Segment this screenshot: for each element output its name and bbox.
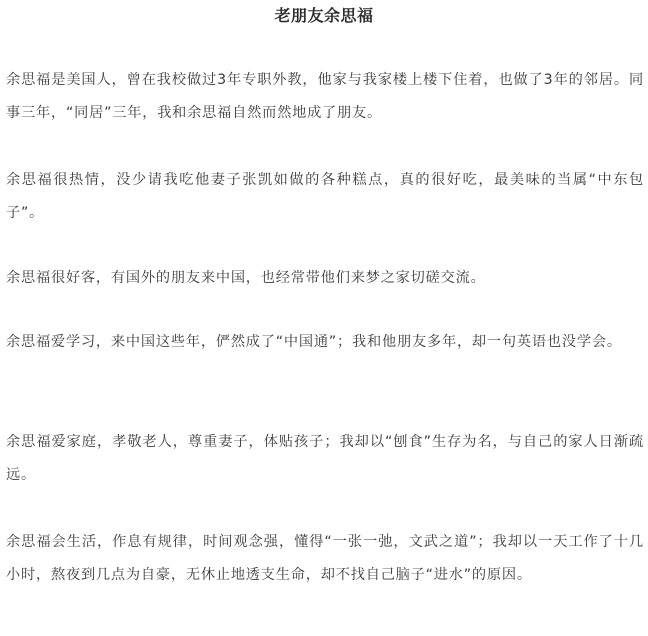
paragraph-1: 余思福是美国人，曾在我校做过3年专职外教，他家与我家楼上楼下住着，也做了3年的邻居。同事三年，“同居”三年，我和余思福自然而然地成了朋友。 (6, 72, 644, 121)
paragraph-4: 余思福爱学习，来中国这些年，俨然成了“中国通”；我和他朋友多年，却一句英语也没学会。 (6, 334, 622, 350)
paragraph-2: 余思福很热情，没少请我吃他妻子张凯如做的各种糕点，真的很好吃，最美味的当属“中东包子”。 (6, 172, 644, 221)
paragraph-5: 余思福爱家庭，孝敬老人，尊重妻子，体贴孩子；我却以“刨食”生存为名，与自己的家人日渐疏远。 (6, 434, 644, 483)
paragraph-3: 余思福很好客，有国外的朋友来中国，也经常带他们来梦之家切磋交流。 (6, 270, 486, 286)
paragraph-6: 余思福会生活，作息有规律，时间观念强，懂得“一张一弛，文武之道”；我却以一天工作了十几小时，熬夜到几点为自豪，无休止地透支生命，却不找自己脑子“进水”的原因。 (6, 534, 644, 583)
article-title: 老朋友余思福 (274, 6, 374, 25)
